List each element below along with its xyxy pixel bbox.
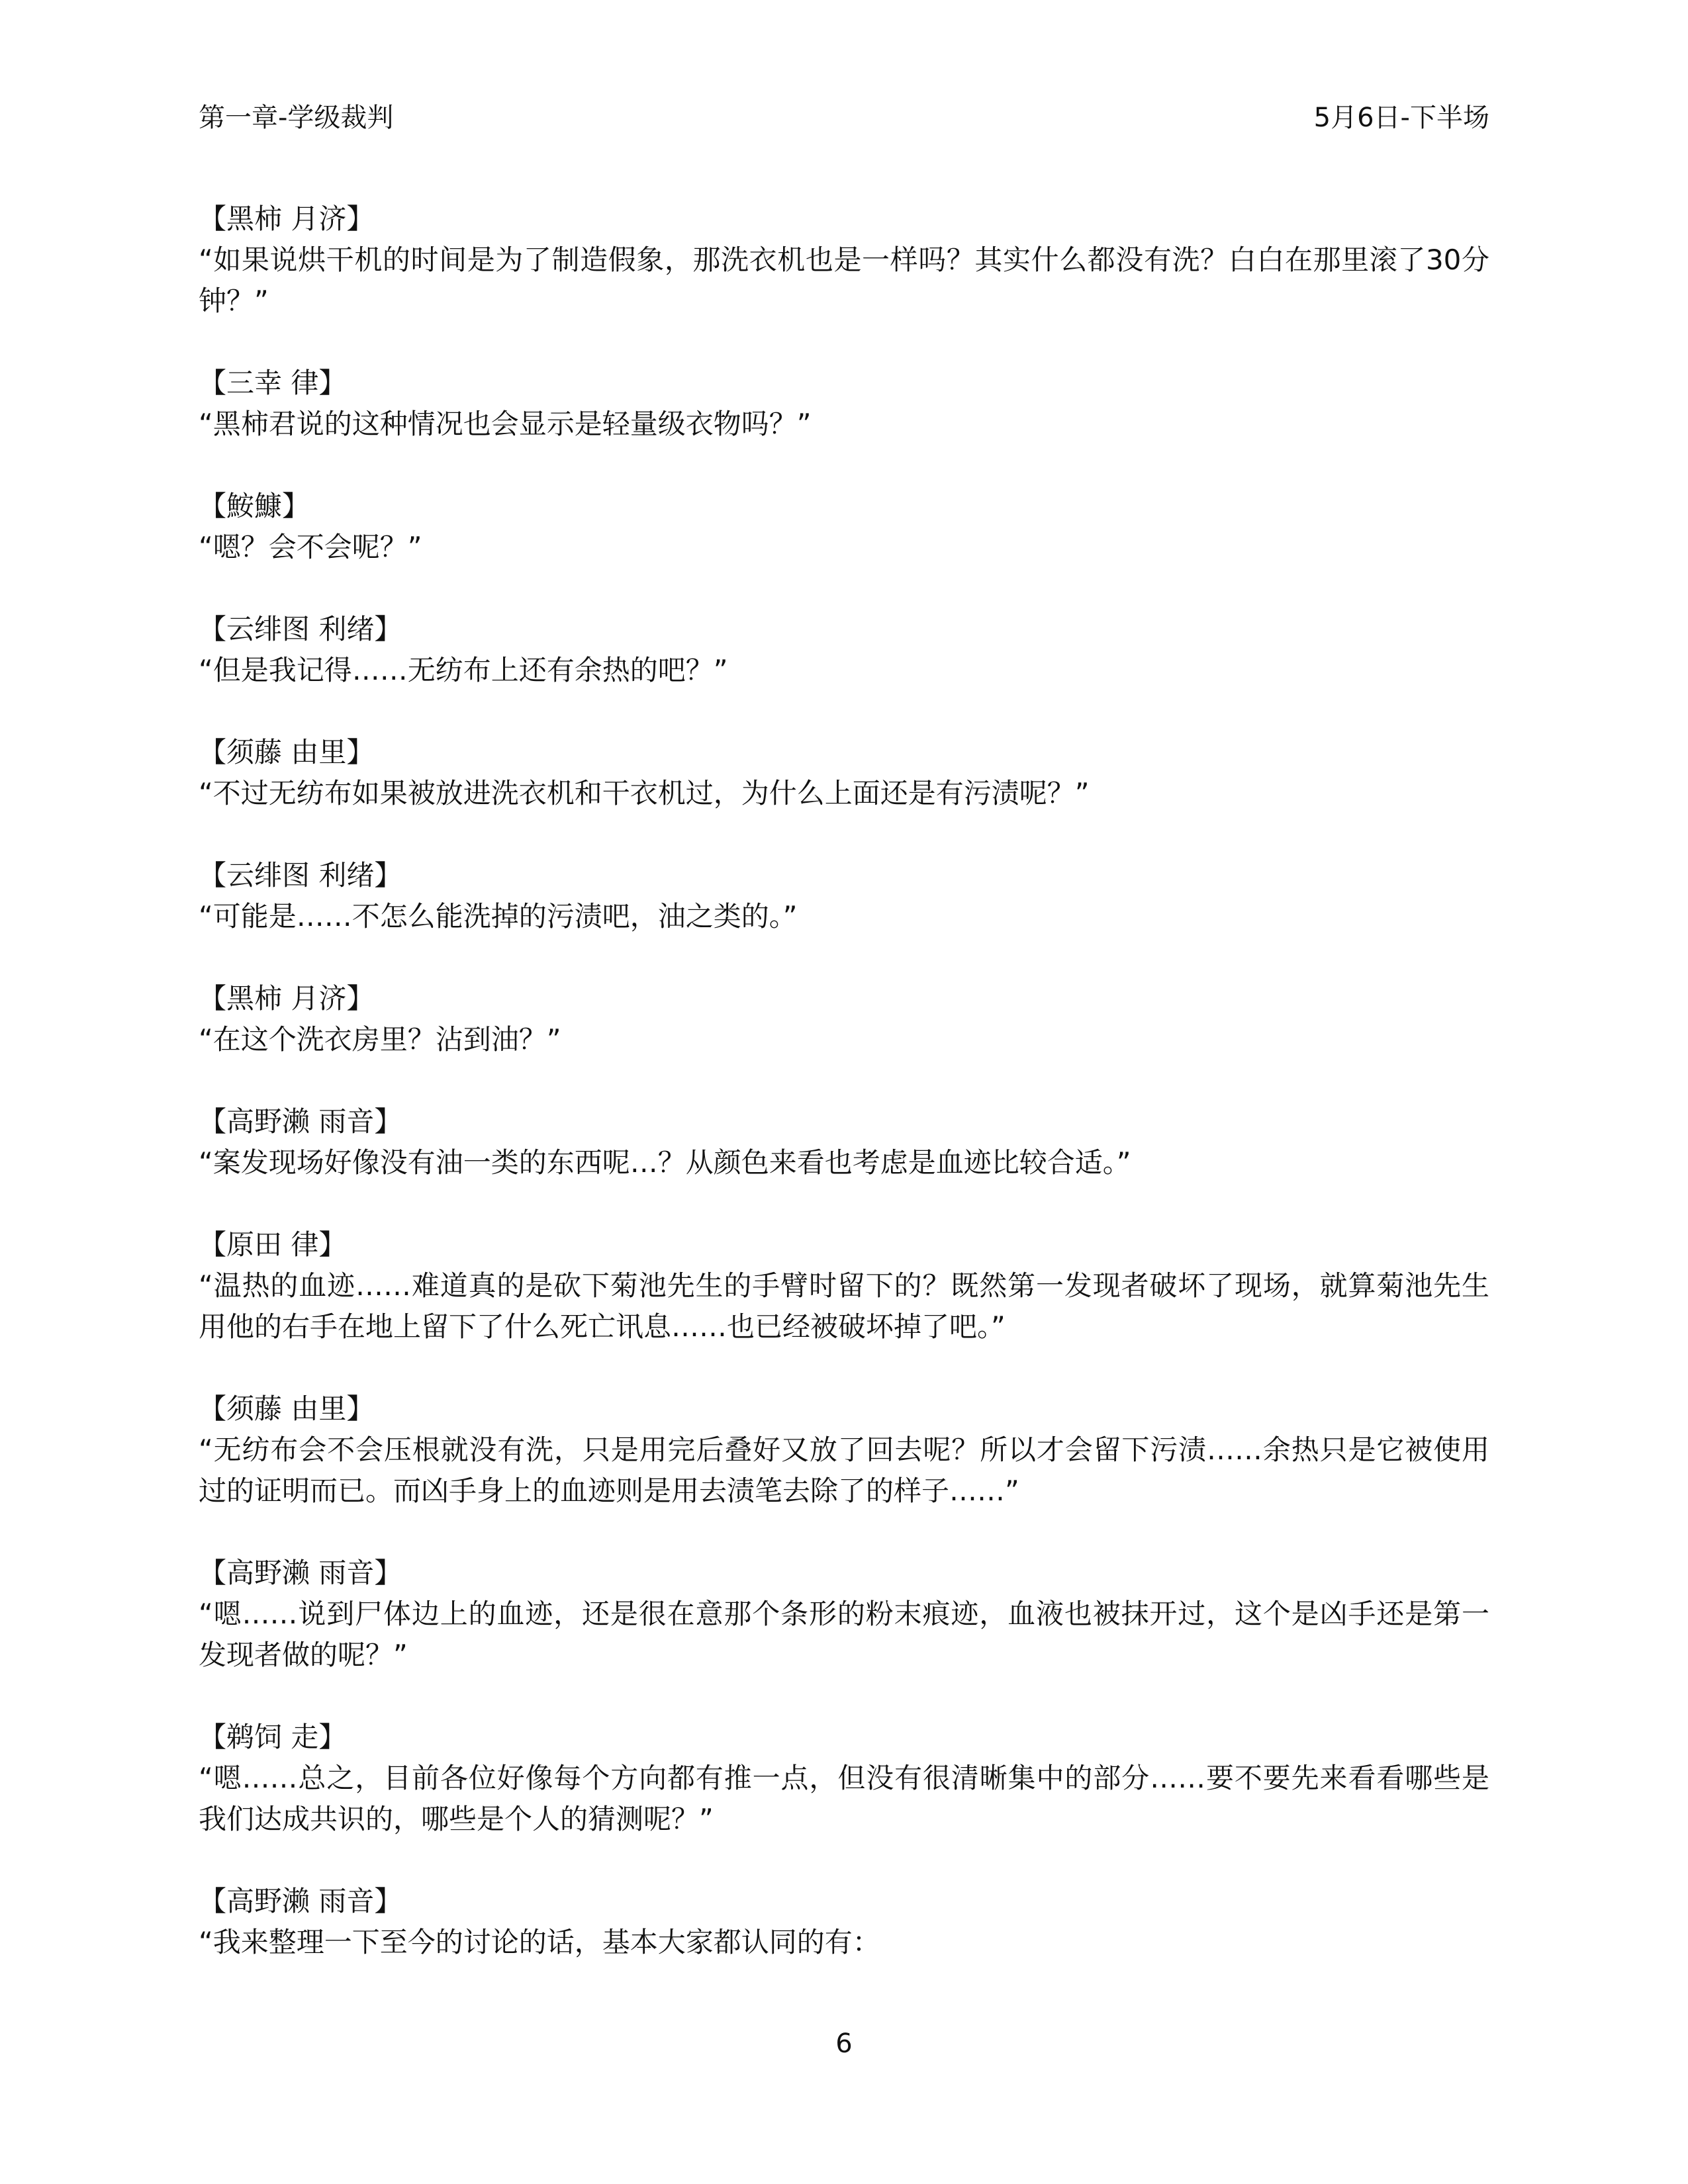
dialogue-entry [199, 978, 1489, 1101]
dialogue-entry [199, 609, 1489, 732]
dialogue-entry [199, 1553, 1489, 1717]
page-number: 6 [835, 2028, 853, 2059]
speaker-name: 【鮟鱇】 [199, 490, 310, 522]
speaker-name: 【高野濑 雨音】 [199, 1105, 402, 1138]
dialogue-line: “温热的血迹……难道真的是砍下菊池先生的手臂时留下的？既然第一发现者破坏了现场，就算菊池先生用他的右手在地上留下了什么死亡讯息……也已经被破坏掉了吧。” [199, 1269, 1489, 1343]
dialogue-line: “嗯？会不会呢？” [199, 531, 422, 563]
dialogue-entry [199, 199, 1489, 363]
dialogue-line: “我来整理一下至今的讨论的话，基本大家都认同的有： [199, 1926, 880, 1958]
page-header [199, 98, 1489, 138]
dialogue-entry [199, 1224, 1489, 1388]
dialogue-line: “无纺布会不会压根就没有洗，只是用完后叠好又放了回去呢？所以才会留下污渍……余热只是它被使用过的证明而已。而凶手身上的血迹则是用去渍笔去除了的样子……” [199, 1433, 1489, 1507]
dialogue-entry [199, 1101, 1489, 1224]
speaker-name: 【原田 律】 [199, 1228, 347, 1261]
speaker-name: 【黑柿 月济】 [199, 982, 375, 1015]
session-label: 5月6日-下半场 [1313, 103, 1489, 133]
chapter-title: 第一章-学级裁判 [199, 103, 394, 133]
speaker-name: 【须藤 由里】 [199, 736, 375, 768]
dialogue-entry [199, 1388, 1489, 1553]
dialogue-line: “但是我记得……无纺布上还有余热的吧？” [199, 654, 728, 686]
speaker-name: 【鹈饲 走】 [199, 1721, 347, 1753]
speaker-name: 【云绯图 利绪】 [199, 859, 402, 891]
dialogue-entry [199, 1881, 1489, 2004]
dialogue-entry [199, 363, 1489, 486]
dialogue-line: “如果说烘干机的时间是为了制造假象，那洗衣机也是一样吗？其实什么都没有洗？白白在那里滚了30分钟？” [199, 244, 1489, 317]
speaker-name: 【高野濑 雨音】 [199, 1557, 402, 1589]
speaker-name: 【高野濑 雨音】 [199, 1885, 402, 1917]
speaker-name: 【须藤 由里】 [199, 1392, 375, 1425]
speaker-name: 【云绯图 利绪】 [199, 613, 402, 645]
dialogue-line: “可能是……不怎么能洗掉的污渍吧，油之类的。” [199, 900, 798, 933]
dialogue-line: “黑柿君说的这种情况也会显示是轻量级衣物吗？” [199, 408, 812, 440]
dialogue-entry [199, 855, 1489, 978]
dialogue-line: “不过无纺布如果被放进洗衣机和干衣机过，为什么上面还是有污渍呢？” [199, 777, 1090, 809]
dialogue-line: “在这个洗衣房里？沾到油？” [199, 1023, 561, 1056]
speaker-name: 【三幸 律】 [199, 367, 347, 399]
dialogue-entry [199, 486, 1489, 609]
dialogue-line: “案发现场好像没有油一类的东西呢…？从颜色来看也考虑是血迹比较合适。” [199, 1146, 1131, 1179]
dialogue-entry [199, 1717, 1489, 1881]
dialogue-line: “嗯……总之，目前各位好像每个方向都有推一点，但没有很清晰集中的部分……要不要先来看看哪些是我们达成共识的，哪些是个人的猜测呢？” [199, 1762, 1489, 1835]
speaker-name: 【黑柿 月济】 [199, 203, 375, 235]
dialogue-body [199, 199, 1489, 2004]
dialogue-line: “嗯……说到尸体边上的血迹，还是很在意那个条形的粉末痕迹，血液也被抹开过，这个是凶手还是第一发现者做的呢？” [199, 1598, 1489, 1671]
dialogue-entry [199, 732, 1489, 855]
